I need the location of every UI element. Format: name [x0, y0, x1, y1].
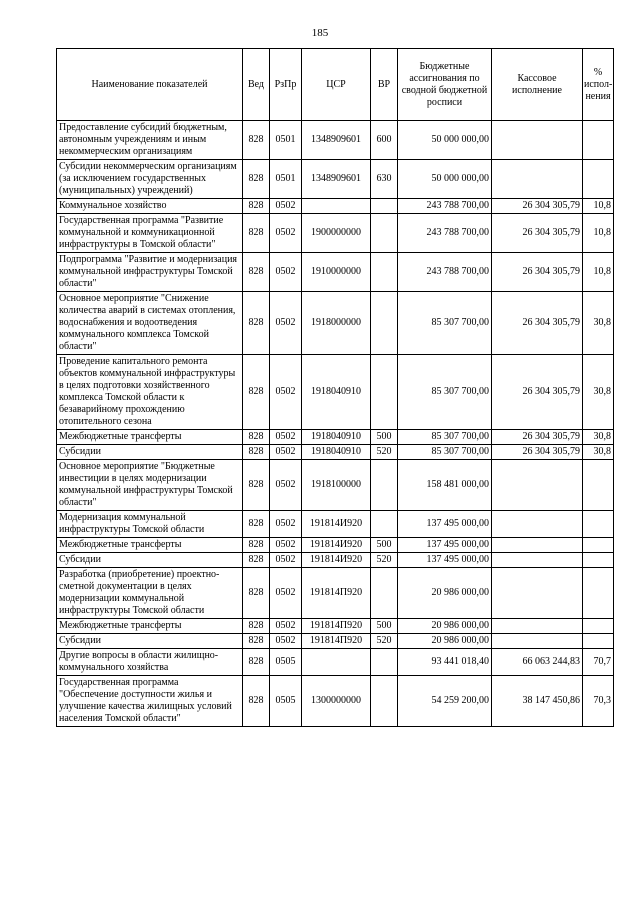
cell-name: Межбюджетные трансферты: [57, 538, 243, 553]
cell-csr: 191814П920: [302, 568, 371, 619]
cell-pct: [583, 121, 614, 160]
cell-pct: 10,8: [583, 253, 614, 292]
cell-ved: 828: [243, 253, 270, 292]
cell-vr: [371, 511, 398, 538]
cell-name: Субсидии некоммерческим организациям (за исключением государственных (муниципальных) учреждений): [57, 160, 243, 199]
cell-name: Государственная программа "Обеспечение доступности жилья и улучшение качества жилищных условий населения Томской области": [57, 676, 243, 727]
cell-vr: 500: [371, 430, 398, 445]
cell-vr: 500: [371, 619, 398, 634]
cell-rzpr: 0502: [270, 568, 302, 619]
table-row: [57, 214, 614, 253]
cell-csr: 1918040910: [302, 430, 371, 445]
cell-name: Проведение капитального ремонта объектов коммунальной инфраструктуры в целях подготовки хозяйственного комплекса Томской области к безаварийному прохождению отопительного сезона: [57, 355, 243, 430]
cell-csr: 191814И920: [302, 511, 371, 538]
cell-pct: 70,3: [583, 676, 614, 727]
cell-vr: [371, 292, 398, 355]
cell-budget: 85 307 700,00: [398, 292, 492, 355]
cell-name: Государственная программа "Развитие коммунальной и коммуникационной инфраструктуры в Томской области": [57, 214, 243, 253]
cell-rzpr: 0502: [270, 214, 302, 253]
cell-rzpr: 0502: [270, 460, 302, 511]
cell-cash: [492, 160, 583, 199]
cell-pct: 10,8: [583, 199, 614, 214]
cell-csr: 1918040910: [302, 445, 371, 460]
cell-csr: 1910000000: [302, 253, 371, 292]
cell-budget: 50 000 000,00: [398, 121, 492, 160]
table-row: [57, 160, 614, 199]
cell-cash: [492, 568, 583, 619]
cell-pct: [583, 460, 614, 511]
table-row: [57, 511, 614, 538]
cell-rzpr: 0502: [270, 511, 302, 538]
cell-budget: 158 481 000,00: [398, 460, 492, 511]
cell-rzpr: 0505: [270, 649, 302, 676]
cell-ved: 828: [243, 160, 270, 199]
budget-table: [56, 48, 614, 727]
table-row: [57, 121, 614, 160]
table-row: [57, 430, 614, 445]
cell-cash: 26 304 305,79: [492, 445, 583, 460]
cell-vr: 600: [371, 121, 398, 160]
cell-vr: 520: [371, 445, 398, 460]
cell-csr: 191814И920: [302, 553, 371, 568]
cell-pct: [583, 619, 614, 634]
cell-name: Предоставление субсидий бюджетным, автономным учреждениям и иным некоммерческим организациям: [57, 121, 243, 160]
cell-csr: 1918000000: [302, 292, 371, 355]
cell-name: Межбюджетные трансферты: [57, 430, 243, 445]
cell-pct: [583, 160, 614, 199]
page-number: 185: [311, 27, 329, 39]
table-row: [57, 199, 614, 214]
cell-csr: 191814П920: [302, 619, 371, 634]
cell-name: Разработка (приобретение) проектно-сметной документации в целях модернизации коммунальной инфраструктуры Томской области: [57, 568, 243, 619]
cell-budget: 243 788 700,00: [398, 214, 492, 253]
cell-name: Коммунальное хозяйство: [57, 199, 243, 214]
cell-cash: 26 304 305,79: [492, 253, 583, 292]
cell-rzpr: 0502: [270, 430, 302, 445]
cell-name: Межбюджетные трансферты: [57, 619, 243, 634]
header-budget: Бюджетные ассигнования по сводной бюджетной росписи: [398, 49, 492, 121]
cell-vr: [371, 355, 398, 430]
cell-rzpr: 0502: [270, 355, 302, 430]
table-row: [57, 619, 614, 634]
table-row: [57, 553, 614, 568]
table-row: [57, 676, 614, 727]
cell-ved: 828: [243, 430, 270, 445]
cell-budget: 85 307 700,00: [398, 445, 492, 460]
cell-csr: [302, 649, 371, 676]
table-header-row: [57, 49, 614, 121]
cell-ved: 828: [243, 511, 270, 538]
cell-budget: 54 259 200,00: [398, 676, 492, 727]
cell-pct: 10,8: [583, 214, 614, 253]
cell-rzpr: 0502: [270, 619, 302, 634]
cell-cash: [492, 634, 583, 649]
cell-vr: [371, 199, 398, 214]
table-row: [57, 538, 614, 553]
cell-budget: 137 495 000,00: [398, 538, 492, 553]
cell-csr: [302, 199, 371, 214]
cell-csr: 191814И920: [302, 538, 371, 553]
cell-budget: 20 986 000,00: [398, 568, 492, 619]
header-vr: ВР: [371, 49, 398, 121]
cell-vr: 630: [371, 160, 398, 199]
table-row: [57, 292, 614, 355]
table-row: [57, 634, 614, 649]
cell-vr: [371, 676, 398, 727]
cell-pct: [583, 553, 614, 568]
cell-ved: 828: [243, 619, 270, 634]
cell-rzpr: 0502: [270, 199, 302, 214]
cell-csr: 1918040910: [302, 355, 371, 430]
cell-name: Модернизация коммунальной инфраструктуры Томской области: [57, 511, 243, 538]
cell-cash: [492, 121, 583, 160]
header-ved: Вед: [243, 49, 270, 121]
table-row: [57, 355, 614, 430]
cell-pct: [583, 538, 614, 553]
cell-ved: 828: [243, 553, 270, 568]
cell-cash: 38 147 450,86: [492, 676, 583, 727]
cell-pct: [583, 568, 614, 619]
cell-ved: 828: [243, 214, 270, 253]
cell-ved: 828: [243, 676, 270, 727]
cell-name: Субсидии: [57, 553, 243, 568]
cell-ved: 828: [243, 199, 270, 214]
cell-budget: 50 000 000,00: [398, 160, 492, 199]
cell-budget: 20 986 000,00: [398, 619, 492, 634]
cell-rzpr: 0502: [270, 253, 302, 292]
header-csr: ЦСР: [302, 49, 371, 121]
cell-vr: 520: [371, 634, 398, 649]
cell-budget: 243 788 700,00: [398, 253, 492, 292]
cell-pct: 30,8: [583, 430, 614, 445]
cell-rzpr: 0501: [270, 121, 302, 160]
cell-budget: 243 788 700,00: [398, 199, 492, 214]
cell-cash: [492, 553, 583, 568]
table-row: [57, 568, 614, 619]
cell-cash: [492, 511, 583, 538]
cell-pct: 30,8: [583, 292, 614, 355]
cell-rzpr: 0502: [270, 553, 302, 568]
header-pct: % испол-нения: [583, 49, 614, 121]
cell-ved: 828: [243, 568, 270, 619]
cell-name: Субсидии: [57, 634, 243, 649]
cell-budget: 137 495 000,00: [398, 511, 492, 538]
cell-csr: 1918100000: [302, 460, 371, 511]
cell-csr: 191814П920: [302, 634, 371, 649]
cell-name: Подпрограмма "Развитие и модернизация коммунальной инфраструктуры Томской области": [57, 253, 243, 292]
header-name: Наименование показателей: [57, 49, 243, 121]
cell-rzpr: 0502: [270, 292, 302, 355]
cell-csr: 1348909601: [302, 121, 371, 160]
cell-csr: 1300000000: [302, 676, 371, 727]
cell-pct: 30,8: [583, 445, 614, 460]
cell-vr: [371, 460, 398, 511]
cell-budget: 137 495 000,00: [398, 553, 492, 568]
cell-cash: 26 304 305,79: [492, 355, 583, 430]
cell-rzpr: 0502: [270, 634, 302, 649]
header-rzpr: РзПр: [270, 49, 302, 121]
cell-rzpr: 0502: [270, 538, 302, 553]
cell-cash: 26 304 305,79: [492, 292, 583, 355]
cell-cash: 26 304 305,79: [492, 199, 583, 214]
cell-csr: 1900000000: [302, 214, 371, 253]
cell-vr: [371, 214, 398, 253]
cell-name: Субсидии: [57, 445, 243, 460]
cell-pct: [583, 634, 614, 649]
cell-ved: 828: [243, 355, 270, 430]
cell-pct: 70,7: [583, 649, 614, 676]
cell-budget: 85 307 700,00: [398, 430, 492, 445]
cell-csr: 1348909601: [302, 160, 371, 199]
cell-cash: 26 304 305,79: [492, 214, 583, 253]
cell-pct: 30,8: [583, 355, 614, 430]
cell-pct: [583, 511, 614, 538]
cell-vr: [371, 253, 398, 292]
cell-budget: 20 986 000,00: [398, 634, 492, 649]
cell-ved: 828: [243, 292, 270, 355]
cell-vr: 520: [371, 553, 398, 568]
cell-name: Основное мероприятие "Снижение количества аварий в системах отопления, водоснабжения и водоотведения коммунального комплекса Томской области": [57, 292, 243, 355]
cell-ved: 828: [243, 649, 270, 676]
cell-ved: 828: [243, 121, 270, 160]
table-row: [57, 460, 614, 511]
cell-ved: 828: [243, 538, 270, 553]
cell-rzpr: 0505: [270, 676, 302, 727]
cell-rzpr: 0502: [270, 445, 302, 460]
cell-name: Другие вопросы в области жилищно-коммунального хозяйства: [57, 649, 243, 676]
cell-ved: 828: [243, 445, 270, 460]
cell-vr: [371, 568, 398, 619]
cell-name: Основное мероприятие "Бюджетные инвестиции в целях модернизации коммунальной инфраструктуры Томской области": [57, 460, 243, 511]
cell-rzpr: 0501: [270, 160, 302, 199]
table-row: [57, 445, 614, 460]
cell-budget: 93 441 018,40: [398, 649, 492, 676]
cell-vr: [371, 649, 398, 676]
cell-ved: 828: [243, 634, 270, 649]
cell-cash: [492, 538, 583, 553]
header-cash: Кассовое исполнение: [492, 49, 583, 121]
table-row: [57, 253, 614, 292]
table-row: [57, 649, 614, 676]
cell-cash: [492, 460, 583, 511]
cell-cash: [492, 619, 583, 634]
cell-cash: 26 304 305,79: [492, 430, 583, 445]
cell-budget: 85 307 700,00: [398, 355, 492, 430]
cell-vr: 500: [371, 538, 398, 553]
cell-cash: 66 063 244,83: [492, 649, 583, 676]
cell-ved: 828: [243, 460, 270, 511]
